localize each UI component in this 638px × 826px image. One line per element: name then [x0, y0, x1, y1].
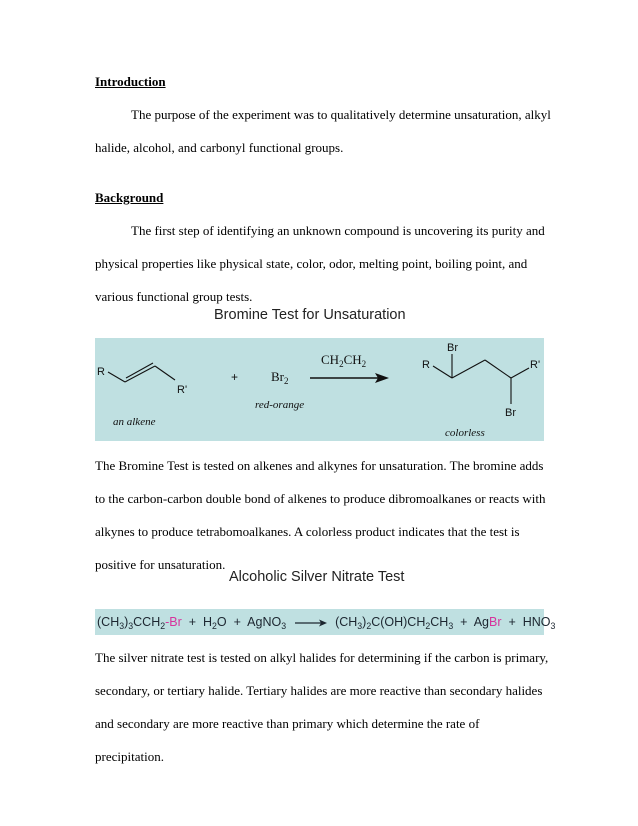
product-nitric-acid: $HNO_3$	[522, 615, 556, 631]
alkene-structure	[97, 363, 187, 396]
plus-sign: +	[460, 615, 468, 629]
reaction-arrow	[294, 618, 328, 628]
alkene-r-prime-label: R'	[177, 384, 188, 396]
product-alcohol: $(CH_3)_2C(OH)CH_2CH_3$	[335, 615, 454, 631]
bromine-reaction-scheme	[95, 338, 544, 441]
plus-sign: +	[231, 370, 239, 384]
product-r-label: R	[422, 359, 430, 371]
plus-sign: +	[508, 615, 516, 629]
alkene-r-label: R	[97, 366, 105, 378]
introduction-paragraph: The purpose of the experiment was to qualitatively determine unsaturation, alkyl halide, alcohol, and carbonyl functional groups.	[95, 107, 551, 155]
silver-figure-title: Alcoholic Silver Nitrate Test	[229, 569, 405, 585]
reactant-alkyl-bromide: $(CH_3)_3CCH_2-Br$	[97, 615, 182, 631]
reaction-arrow	[310, 373, 389, 383]
product-br-top: Br	[447, 342, 458, 354]
dibromoalkane-structure	[422, 342, 540, 419]
reactant-silver-nitrate: AgNO$_3$	[247, 615, 287, 631]
bromine-reagent: $Br_2$	[271, 369, 289, 386]
background-heading: Background	[95, 190, 164, 205]
product-r-prime-label: R'	[530, 359, 541, 371]
product-br-bottom: Br	[505, 407, 516, 419]
plus-sign: +	[188, 615, 197, 629]
silver-nitrate-equation	[95, 609, 556, 635]
product-silver-bromide: AgBr	[473, 615, 502, 629]
reactant-water: $H_2O$	[203, 615, 227, 631]
reagent-caption: red-orange	[255, 399, 305, 411]
bromine-figure-title: Bromine Test for Unsaturation	[214, 307, 406, 323]
silver-nitrate-paragraph: The silver nitrate test is tested on alkyl halides for determining if the carbon is primary, secondary, or tertiary halide. Tertiary halides are more reactive than secondary halides and secondary are more reactive than primary which determine the rate of precipitation.	[95, 650, 549, 764]
plus-sign: +	[233, 615, 241, 629]
bromine-test-paragraph: The Bromine Test is tested on alkenes and alkynes for unsaturation. The bromine adds to the carbon-carbon double bond of alkenes to produce dibromoalkanes or reacts with alkynes to produce tetrabomoalkanes. A colorless product indicates that the test is positive for unsaturation.	[95, 458, 546, 572]
introduction-heading: Introduction	[95, 74, 166, 89]
bromine-reaction-drawing	[95, 338, 544, 441]
product-caption: colorless	[445, 427, 485, 439]
alkene-caption: an alkene	[113, 416, 156, 428]
solvent-label: $CH_2CH_2$	[321, 352, 367, 369]
background-paragraph: The first step of identifying an unknown compound is uncovering its purity and physical properties like physical state, color, odor, melting point, boiling point, and various functional group tests.	[95, 223, 545, 304]
